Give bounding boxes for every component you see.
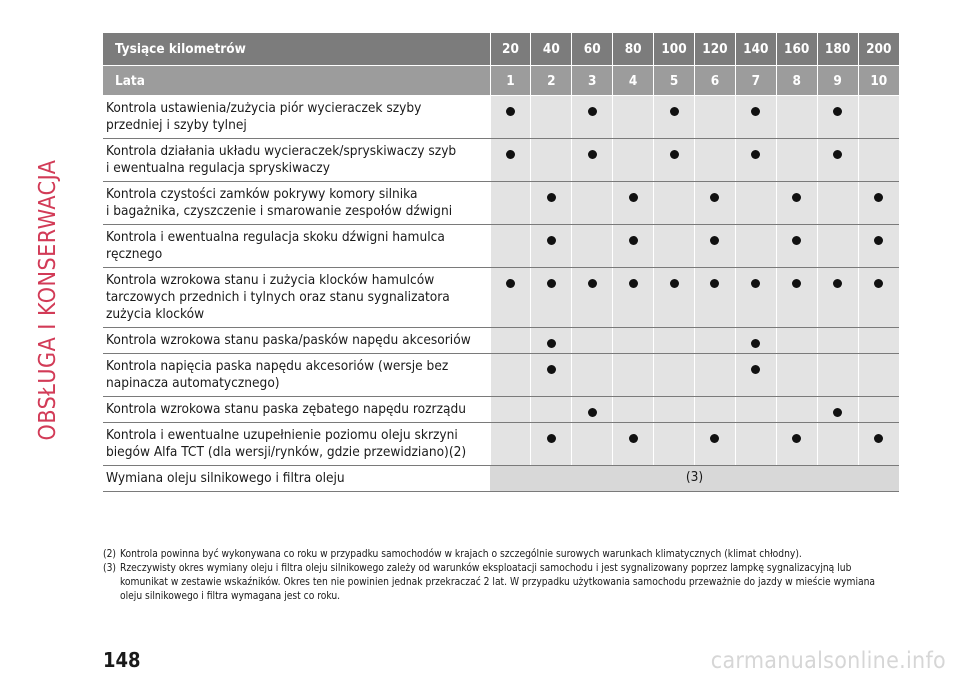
header-km-60: 60: [572, 33, 613, 66]
schedule-cell: [858, 354, 899, 397]
check-dot-icon: [670, 150, 679, 159]
header-km-140: 140: [735, 33, 776, 66]
schedule-cell: [654, 268, 695, 328]
row-description: [103, 139, 490, 182]
table-row: [103, 225, 899, 268]
schedule-cell: [490, 225, 531, 268]
schedule-cell: [531, 96, 572, 139]
table-row: [103, 354, 899, 397]
header-row-years: [103, 66, 899, 96]
check-dot-icon: [874, 434, 883, 443]
schedule-cell: [694, 397, 735, 423]
schedule-cell: [613, 225, 654, 268]
check-dot-icon: [874, 279, 883, 288]
schedule-cell: [858, 139, 899, 182]
table-row: [103, 397, 899, 423]
check-dot-icon: [874, 193, 883, 202]
table-body: [103, 96, 899, 492]
row-description-line: Kontrola czystości zamków pokrywy komory silnika: [106, 186, 418, 202]
row-description-line: Kontrola wzrokowa stanu paska zębatego napędu rozrządu: [106, 401, 467, 417]
footnote-text: Rzeczywisty okres wymiany oleju i filtra oleju silnikowego zależy od warunków eksploatacji samochodu i jest sygnalizowany poprzez lampkę sygnalizacyjną lub komunikat w zestawie wskaźników. Okres ten nie powinien jednak przekraczać 2 lat. W przypadku użytkowania samochodu przeważnie do jazdy w mieście wymiana oleju silnikowego i filtra wymagana jest co roku.: [119, 563, 876, 602]
schedule-cell: [613, 268, 654, 328]
row-description-line: zużycia klocków: [106, 306, 205, 322]
section-title-text: OBSŁUGA I KONSERWACJA: [35, 159, 61, 441]
schedule-cell: [776, 96, 817, 139]
schedule-cell: [694, 96, 735, 139]
schedule-cell: [694, 328, 735, 354]
schedule-cell: [735, 225, 776, 268]
schedule-cell: [572, 139, 613, 182]
schedule-cell: [776, 139, 817, 182]
row-description: [103, 354, 490, 397]
schedule-cell: [613, 354, 654, 397]
schedule-cell: [817, 354, 858, 397]
check-dot-icon: [629, 434, 638, 443]
footnote: [103, 562, 893, 604]
check-dot-icon: [833, 279, 842, 288]
schedule-cell: [654, 354, 695, 397]
row-description-line: Kontrola ustawienia/zużycia piór wycieraczek szyby: [106, 100, 422, 116]
check-dot-icon: [710, 434, 719, 443]
table-row: [103, 139, 899, 182]
schedule-cell: [735, 397, 776, 423]
watermark: carmanualsonline.info: [710, 648, 946, 674]
check-dot-icon: [506, 107, 515, 116]
schedule-cell: [490, 139, 531, 182]
schedule-cell: [572, 354, 613, 397]
check-dot-icon: [710, 236, 719, 245]
row-description-line: ręcznego: [106, 246, 163, 262]
schedule-cell: [817, 225, 858, 268]
row-description-line: i ewentualna regulacja spryskiwaczy: [106, 160, 330, 176]
schedule-cell: [776, 182, 817, 225]
header-year-4: 4: [613, 66, 654, 96]
check-dot-icon: [710, 193, 719, 202]
schedule-cell: [572, 182, 613, 225]
check-dot-icon: [547, 365, 556, 374]
header-year-5: 5: [654, 66, 695, 96]
schedule-cell: [572, 225, 613, 268]
row-description-line: przedniej i szyby tylnej: [106, 117, 247, 133]
table-row: [103, 182, 899, 225]
schedule-cell: [654, 139, 695, 182]
header-km-200: 200: [858, 33, 899, 66]
schedule-cell: [613, 328, 654, 354]
row-description-line: Wymiana oleju silnikowego i filtra oleju: [106, 470, 345, 486]
schedule-cell: [531, 423, 572, 466]
check-dot-icon: [506, 150, 515, 159]
schedule-cell: [572, 96, 613, 139]
schedule-cell: [490, 397, 531, 423]
schedule-cell: [531, 397, 572, 423]
header-km-20: 20: [490, 33, 531, 66]
schedule-cell: [735, 139, 776, 182]
row-description: [103, 423, 490, 466]
schedule-cell: [817, 397, 858, 423]
schedule-cell: [735, 354, 776, 397]
row-description: [103, 397, 490, 423]
table-row: [103, 96, 899, 139]
schedule-cell: [613, 423, 654, 466]
row-description-line: Kontrola wzrokowa stanu i zużycia klocków hamulców: [106, 272, 435, 288]
header-year-10: 10: [858, 66, 899, 96]
row-description-line: biegów Alfa TCT (dla wersji/rynków, gdzie przewidziano)(2): [106, 444, 467, 460]
row-description-line: Kontrola i ewentualne uzupełnienie poziomu oleju skrzyni: [106, 427, 458, 443]
check-dot-icon: [792, 193, 801, 202]
schedule-cell: [490, 96, 531, 139]
row-description-line: i bagażnika, czyszczenie i smarowanie zespołów dźwigni: [106, 203, 453, 219]
table-row: [103, 268, 899, 328]
header-km-80: 80: [613, 33, 654, 66]
check-dot-icon: [547, 193, 556, 202]
schedule-cell: [817, 96, 858, 139]
check-dot-icon: [751, 365, 760, 374]
schedule-cell: [531, 268, 572, 328]
check-dot-icon: [547, 279, 556, 288]
row-description-line: Kontrola działania układu wycieraczek/spryskiwaczy szyb: [106, 143, 457, 159]
schedule-cell: [613, 182, 654, 225]
schedule-cell: [735, 182, 776, 225]
schedule-cell: [694, 225, 735, 268]
header-km-180: 180: [817, 33, 858, 66]
check-dot-icon: [751, 339, 760, 348]
schedule-cell: [735, 268, 776, 328]
schedule-cell: [694, 423, 735, 466]
schedule-cell: [694, 182, 735, 225]
row-description: [103, 268, 490, 328]
header-year-6: 6: [694, 66, 735, 96]
schedule-cell: [776, 423, 817, 466]
check-dot-icon: [670, 279, 679, 288]
header-row-kilometers: [103, 33, 899, 66]
schedule-cell: [654, 397, 695, 423]
schedule-cell: [531, 354, 572, 397]
row-description-line: Kontrola napięcia paska napędu akcesoriów (wersje bez: [106, 358, 449, 374]
check-dot-icon: [547, 236, 556, 245]
check-dot-icon: [588, 107, 597, 116]
oil-change-note: (3): [490, 466, 899, 492]
schedule-cell: [572, 397, 613, 423]
schedule-cell: [694, 268, 735, 328]
schedule-cell: [490, 268, 531, 328]
header-year-3: 3: [572, 66, 613, 96]
schedule-cell: [776, 225, 817, 268]
check-dot-icon: [833, 150, 842, 159]
check-dot-icon: [629, 236, 638, 245]
header-year-7: 7: [735, 66, 776, 96]
schedule-cell: [817, 423, 858, 466]
schedule-cell: [654, 328, 695, 354]
footnote-text: Kontrola powinna być wykonywana co roku w przypadku samochodów w krajach o szczególnie surowych warunkach klimatycznych (klimat chłodny).: [119, 549, 802, 560]
check-dot-icon: [670, 107, 679, 116]
schedule-cell: [490, 354, 531, 397]
header-year-9: 9: [817, 66, 858, 96]
check-dot-icon: [751, 150, 760, 159]
check-dot-icon: [792, 434, 801, 443]
schedule-cell: [694, 139, 735, 182]
row-description: [103, 225, 490, 268]
maintenance-schedule-table: [103, 33, 899, 492]
check-dot-icon: [751, 107, 760, 116]
schedule-cell: [613, 139, 654, 182]
check-dot-icon: [588, 150, 597, 159]
header-year-8: 8: [776, 66, 817, 96]
footnote-number: (2): [103, 549, 116, 560]
header-kilometers-label: Tysiące kilometrów: [103, 33, 490, 66]
schedule-cell: [858, 328, 899, 354]
check-dot-icon: [547, 339, 556, 348]
schedule-cell: [776, 328, 817, 354]
schedule-cell: [735, 96, 776, 139]
schedule-cell: [858, 96, 899, 139]
check-dot-icon: [833, 408, 842, 417]
schedule-cell: [531, 225, 572, 268]
row-description: [103, 182, 490, 225]
schedule-cell: [776, 354, 817, 397]
schedule-cell: [817, 139, 858, 182]
check-dot-icon: [629, 193, 638, 202]
schedule-cell: [531, 328, 572, 354]
check-dot-icon: [710, 279, 719, 288]
schedule-cell: [490, 182, 531, 225]
header-years-label: Lata: [103, 66, 490, 96]
header-km-120: 120: [694, 33, 735, 66]
schedule-cell: [776, 397, 817, 423]
schedule-cell: [654, 96, 695, 139]
check-dot-icon: [874, 236, 883, 245]
check-dot-icon: [629, 279, 638, 288]
schedule-cell: [776, 268, 817, 328]
row-description: [103, 466, 490, 492]
header-km-40: 40: [531, 33, 572, 66]
schedule-cell: [572, 423, 613, 466]
schedule-cell: [858, 182, 899, 225]
check-dot-icon: [547, 434, 556, 443]
header-year-1: 1: [490, 66, 531, 96]
schedule-cell: [613, 96, 654, 139]
check-dot-icon: [588, 279, 597, 288]
schedule-cell: [858, 268, 899, 328]
schedule-cell: [694, 354, 735, 397]
schedule-cell: [817, 268, 858, 328]
header-year-2: 2: [531, 66, 572, 96]
schedule-cell: [735, 328, 776, 354]
footnote: [103, 548, 893, 562]
check-dot-icon: [792, 236, 801, 245]
check-dot-icon: [833, 107, 842, 116]
schedule-cell: [531, 139, 572, 182]
schedule-cell: [613, 397, 654, 423]
schedule-cell: [817, 328, 858, 354]
header-km-100: 100: [654, 33, 695, 66]
check-dot-icon: [751, 279, 760, 288]
table-row: [103, 423, 899, 466]
schedule-cell: [654, 182, 695, 225]
schedule-cell: [858, 423, 899, 466]
row-description: [103, 328, 490, 354]
header-km-160: 160: [776, 33, 817, 66]
footnotes: [103, 548, 893, 604]
footnote-number: (3): [103, 563, 116, 574]
row-description-line: tarczowych przednich i tylnych oraz stanu sygnalizatora: [106, 289, 450, 305]
row-description-line: Kontrola i ewentualna regulacja skoku dźwigni hamulca: [106, 229, 445, 245]
row-description-line: napinacza automatycznego): [106, 375, 280, 391]
schedule-cell: [817, 182, 858, 225]
row-description-line: Kontrola wzrokowa stanu paska/pasków napędu akcesoriów: [106, 332, 471, 348]
check-dot-icon: [506, 279, 515, 288]
table-row: [103, 328, 899, 354]
schedule-cell: [654, 225, 695, 268]
schedule-cell: [490, 328, 531, 354]
schedule-cell: [654, 423, 695, 466]
schedule-cell: [858, 397, 899, 423]
schedule-cell: [572, 328, 613, 354]
row-description: [103, 96, 490, 139]
schedule-cell: [735, 423, 776, 466]
schedule-cell: [572, 268, 613, 328]
check-dot-icon: [792, 279, 801, 288]
schedule-cell: [531, 182, 572, 225]
schedule-cell: [858, 225, 899, 268]
table-row: [103, 466, 899, 492]
page-number: 148: [103, 648, 141, 672]
check-dot-icon: [588, 408, 597, 417]
schedule-cell: [490, 423, 531, 466]
